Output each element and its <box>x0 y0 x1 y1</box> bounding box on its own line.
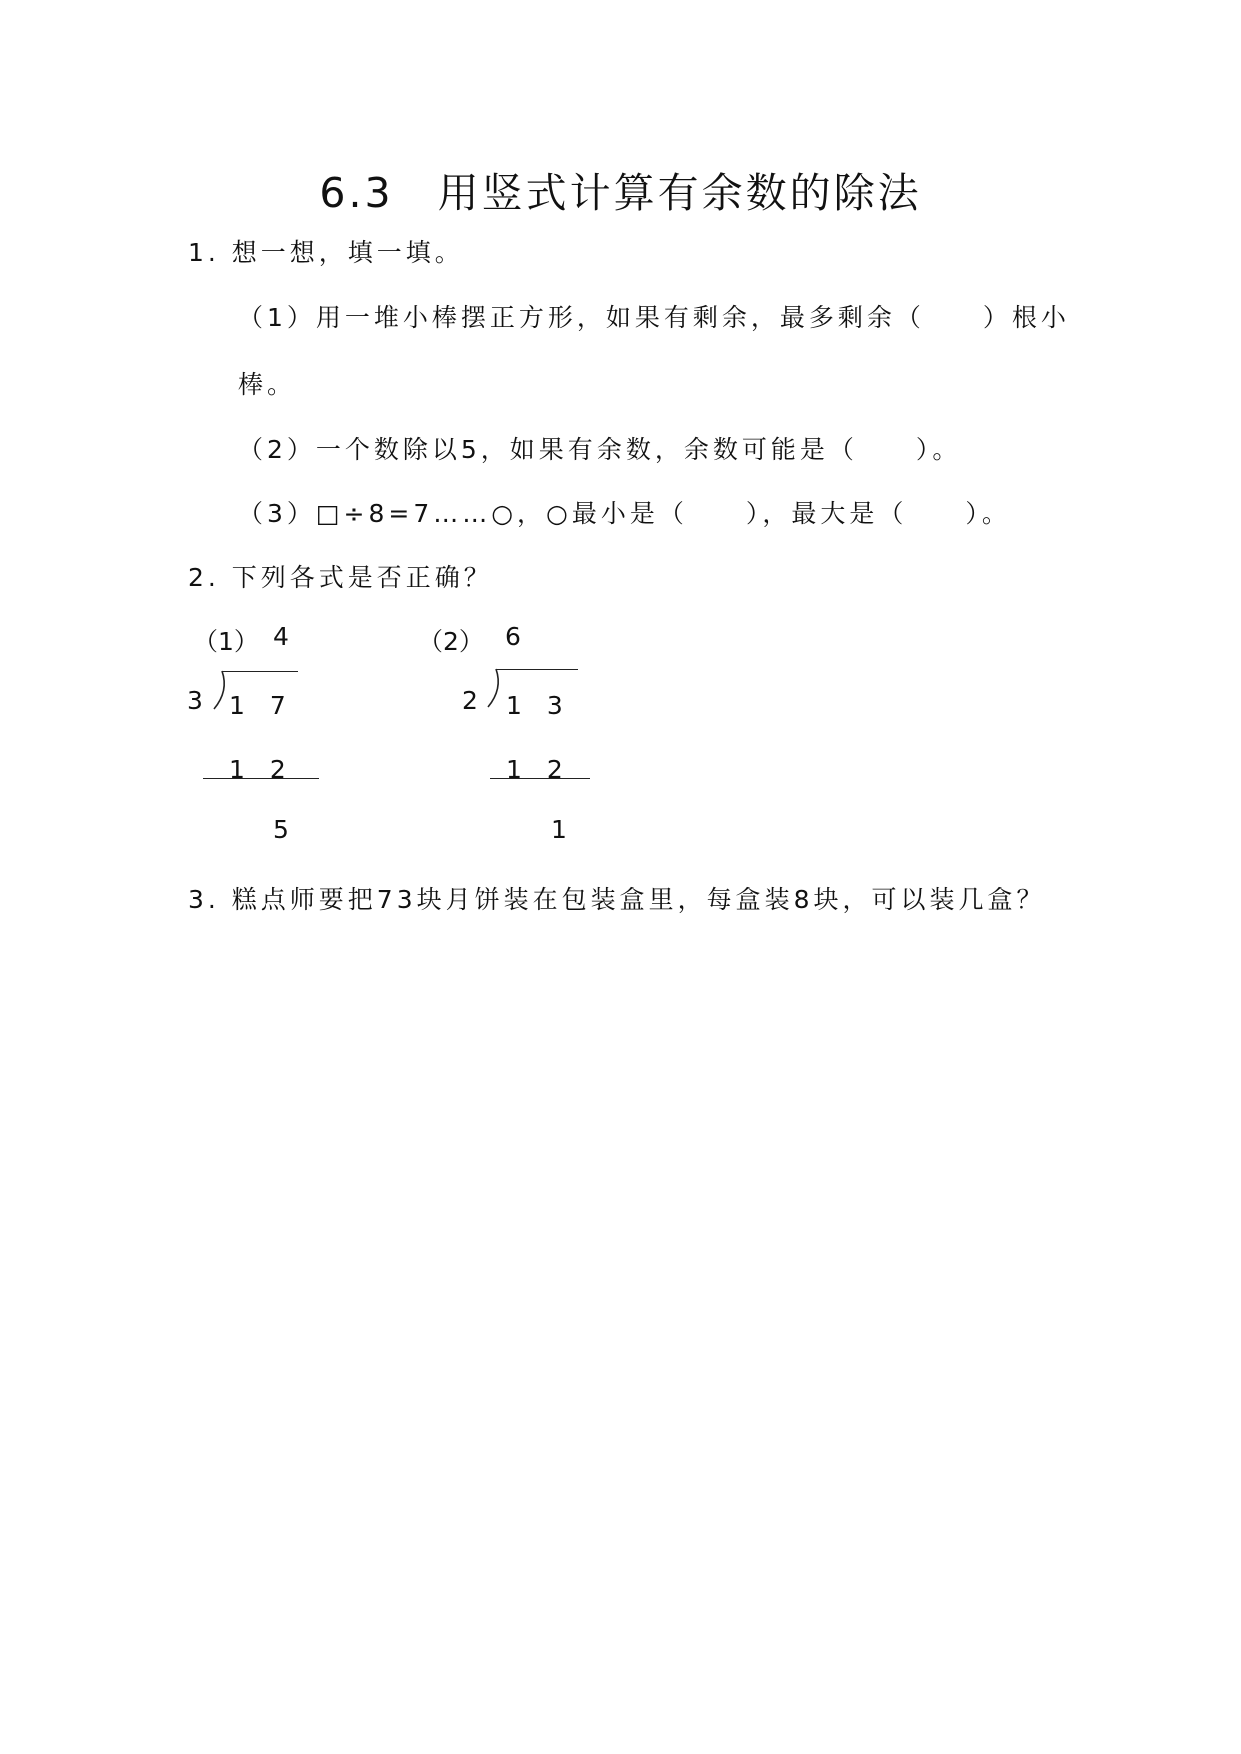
quotient: 6 <box>505 622 521 651</box>
problem-label: （1） <box>193 627 259 656</box>
problem-label: （2） <box>418 627 484 656</box>
subtraction-line <box>203 778 319 779</box>
question-1-item-2: （2）一个数除以5，如果有余数，余数可能是（ ）。 <box>238 435 962 464</box>
question-2-heading: 2. 下列各式是否正确？ <box>188 563 493 592</box>
remainder: 1 <box>551 815 567 844</box>
divisor: 3 <box>187 686 203 715</box>
product: 1 2 <box>506 755 563 784</box>
product: 1 2 <box>229 755 286 784</box>
question-1-heading: 1. 想一想，填一填。 <box>188 238 464 267</box>
divisor: 2 <box>462 686 478 715</box>
page-title: 6.3 用竖式计算有余数的除法 <box>319 169 922 217</box>
dividend: 1 7 <box>229 691 286 720</box>
remainder: 5 <box>273 815 289 844</box>
question-3-text: 3. 糕点师要把73块月饼装在包装盒里，每盒装8块，可以装几盒？ <box>188 885 1046 914</box>
division-bracket <box>213 671 225 711</box>
dividend: 1 3 <box>506 691 563 720</box>
division-bracket <box>487 669 499 709</box>
question-1-item-1: （1）用一堆小棒摆正方形，如果有剩余，最多剩余（ ）根小 <box>238 303 1070 332</box>
question-1-item-3: （3）□÷8=7……○，○最小是（ ），最大是（ ）。 <box>238 499 1011 528</box>
quotient-bar <box>496 669 578 670</box>
question-1-item-1-continued: 棒。 <box>238 370 297 399</box>
quotient-bar <box>222 671 298 672</box>
quotient: 4 <box>273 622 289 651</box>
subtraction-line <box>490 778 590 779</box>
